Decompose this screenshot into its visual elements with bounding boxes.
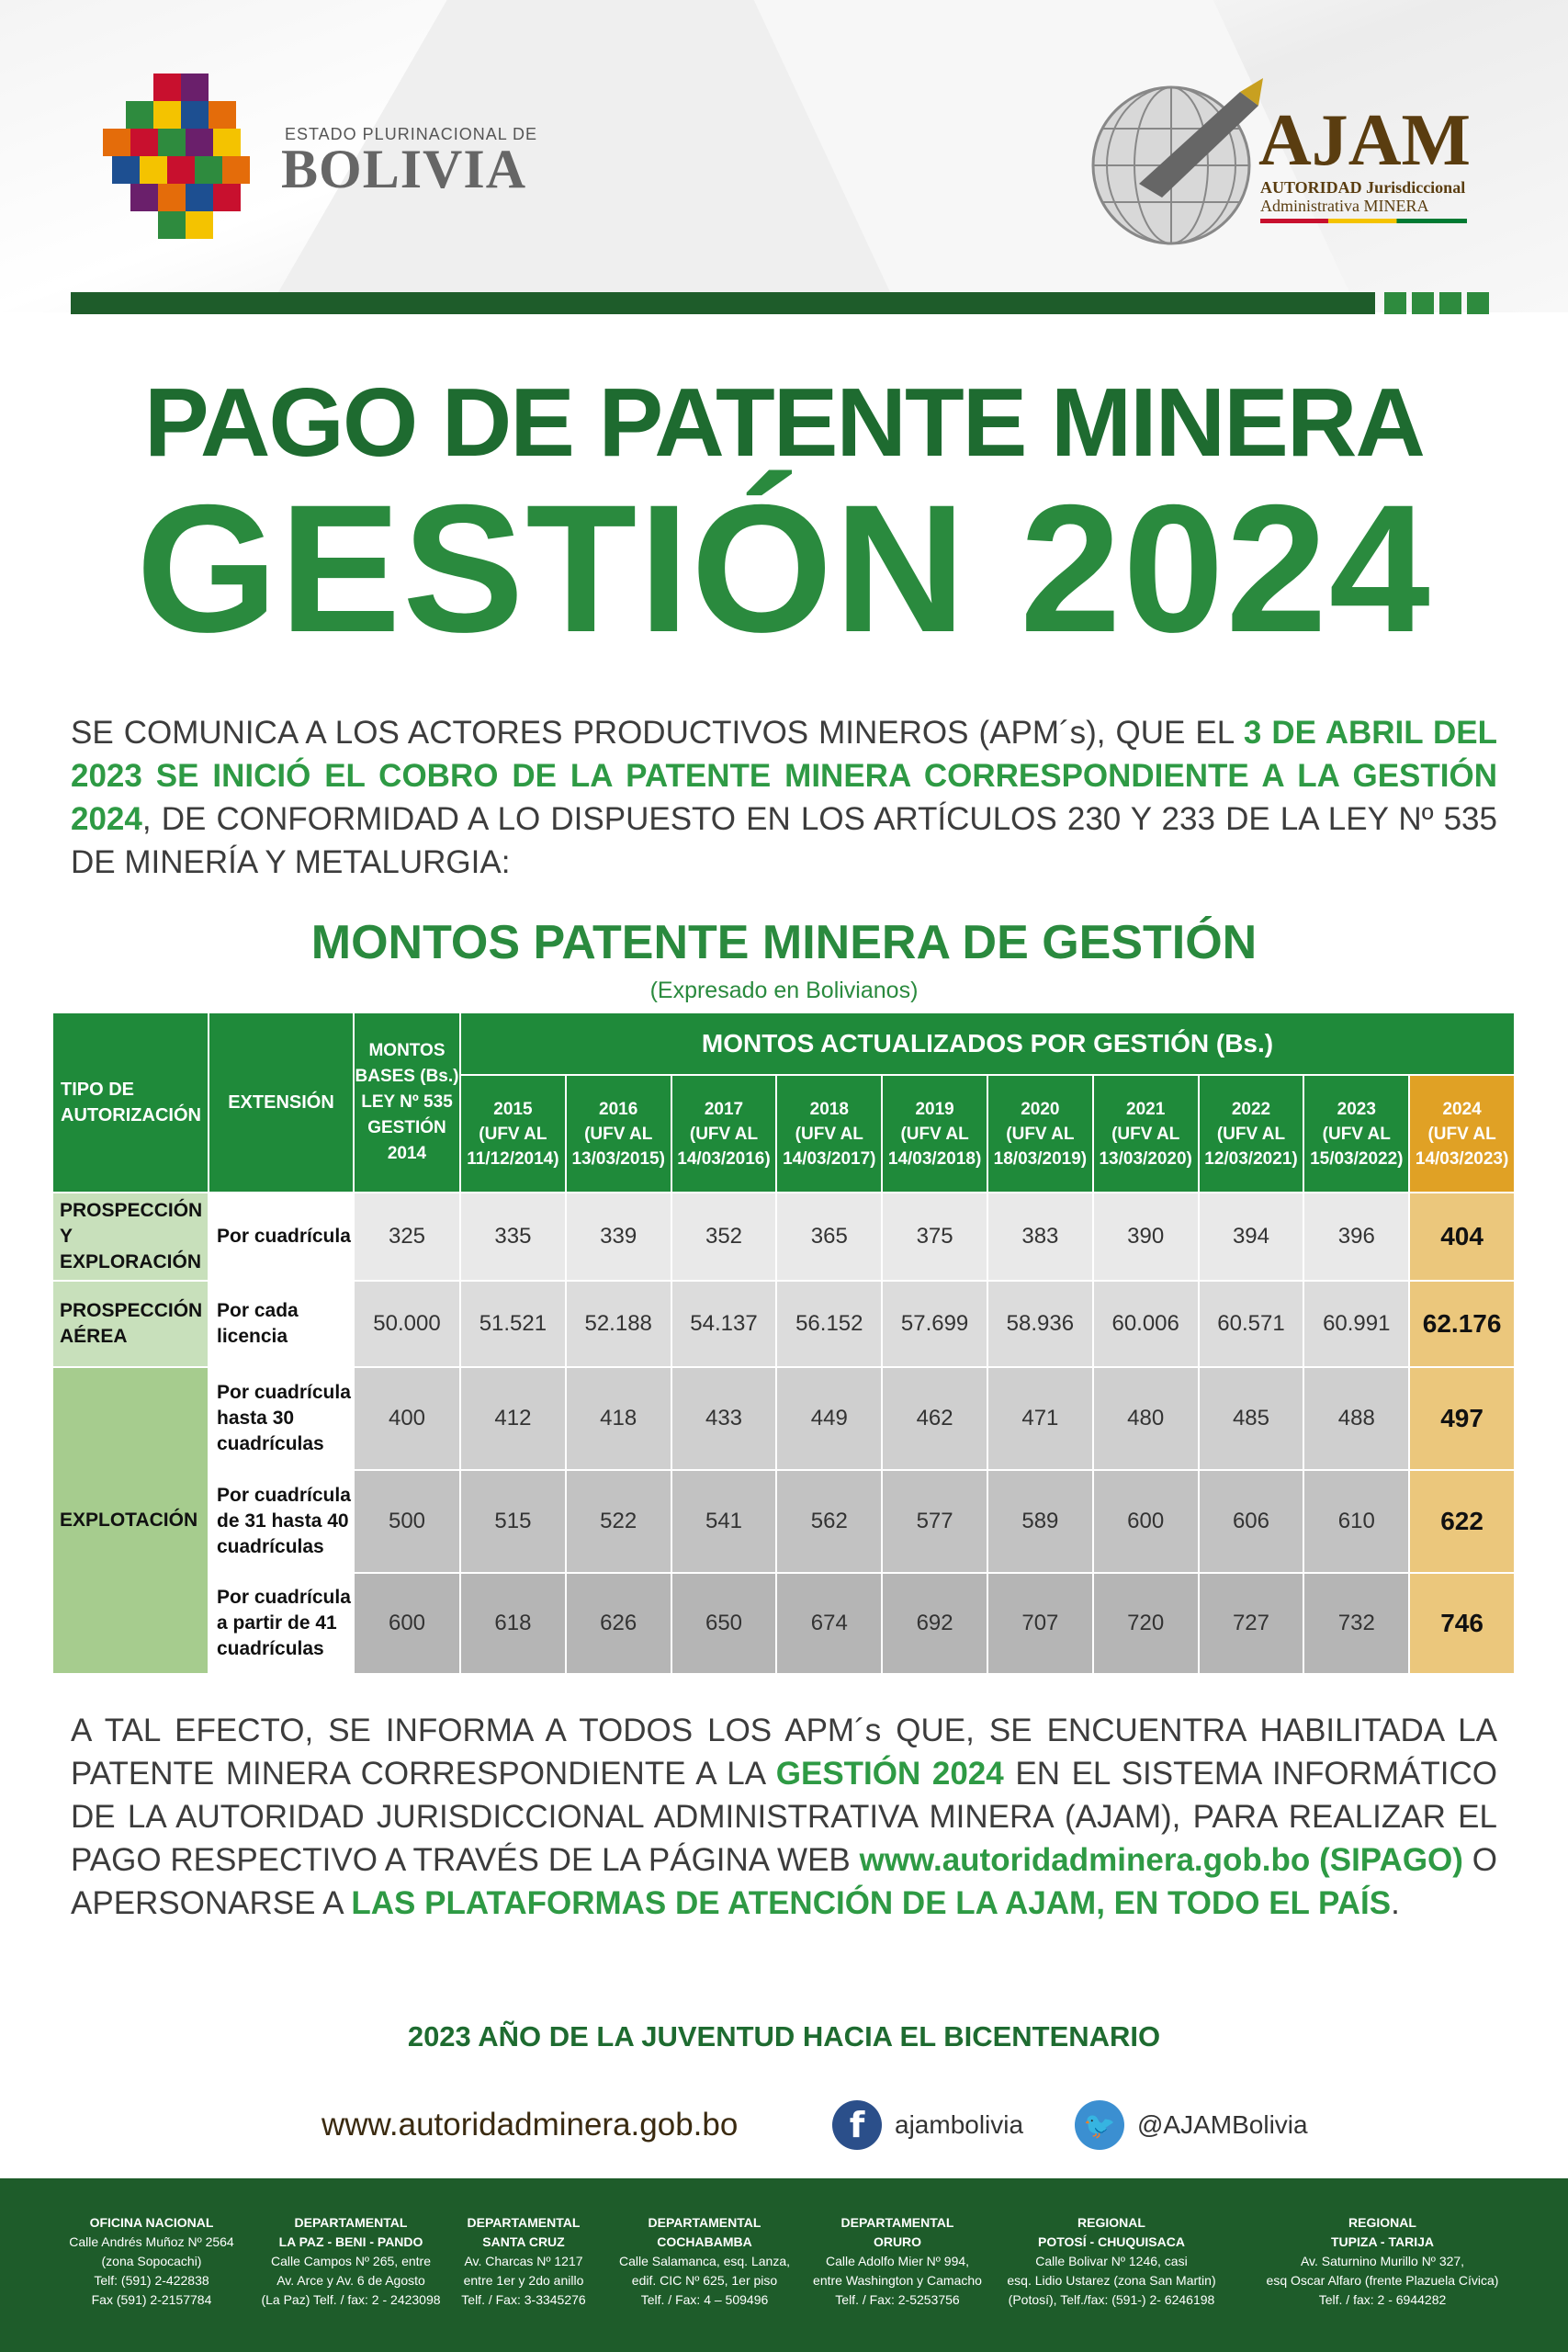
office-line: entre 1er y 2do anillo bbox=[463, 2273, 584, 2288]
base-amount-cell: 325 bbox=[354, 1193, 460, 1281]
header-band-square bbox=[1467, 292, 1489, 314]
patent-table bbox=[51, 1012, 1516, 1675]
amount-cell: 57.699 bbox=[882, 1281, 987, 1367]
year-header bbox=[671, 1075, 777, 1193]
amount-cell: 707 bbox=[987, 1573, 1093, 1674]
office-line: Av. Arce y Av. 6 de Agosto bbox=[276, 2273, 425, 2288]
amount-cell: 692 bbox=[882, 1573, 987, 1674]
amount-cell: 720 bbox=[1093, 1573, 1199, 1674]
amount-cell: 352 bbox=[671, 1193, 777, 1281]
year-header-date: 18/03/2019) bbox=[993, 1148, 1088, 1169]
year-header-date: 11/12/2014) bbox=[467, 1148, 559, 1169]
amount-2024-cell: 497 bbox=[1409, 1367, 1515, 1470]
amount-cell: 618 bbox=[460, 1573, 566, 1674]
year-header-date: 14/03/2023) bbox=[1415, 1148, 1509, 1169]
office-heading: POTOSÍ - CHUQUISACA bbox=[1038, 2234, 1185, 2249]
office-heading: OFICINA NACIONAL bbox=[89, 2215, 214, 2230]
amount-cell: 418 bbox=[566, 1367, 671, 1470]
amount-cell: 375 bbox=[882, 1193, 987, 1281]
ajam-subtitle-2: Administrativa MINERA bbox=[1260, 197, 1429, 215]
year-header-ufv: (UFV AL bbox=[900, 1124, 969, 1144]
office-heading: DEPARTAMENTAL bbox=[648, 2215, 761, 2230]
intro-text: SE COMUNICA A LOS ACTORES PRODUCTIVOS MINEROS (APM´s), QUE EL bbox=[71, 715, 1244, 751]
year-header-ufv: (UFV AL bbox=[1322, 1124, 1391, 1144]
website-link[interactable]: www.autoridadminera.gob.bo (SIPAGO) bbox=[859, 1842, 1463, 1878]
amount-cell: 610 bbox=[1303, 1470, 1409, 1573]
intro-highlight: 3 DE ABRIL DEL 2023 SE INICIÓ EL COBRO DE LA PATENTE MINERA CORRESPONDIENTE A LA GESTIÓN 2024 bbox=[71, 715, 1497, 837]
office-address bbox=[432, 2213, 615, 2310]
office-heading: SANTA CRUZ bbox=[482, 2234, 565, 2249]
year-header-date: 14/03/2016) bbox=[677, 1148, 771, 1169]
amount-cell: 727 bbox=[1199, 1573, 1304, 1674]
website-text: www.autoridadminera.gob.bo bbox=[321, 2107, 739, 2143]
office-line: entre Washington y Camacho bbox=[813, 2273, 982, 2288]
year-header-ufv: (UFV AL bbox=[1006, 1124, 1075, 1144]
amount-cell: 515 bbox=[460, 1470, 566, 1573]
amount-cell: 589 bbox=[987, 1470, 1093, 1573]
office-heading: REGIONAL bbox=[1348, 2215, 1416, 2230]
amount-2024-cell: 746 bbox=[1409, 1573, 1515, 1674]
year-header-year: 2016 bbox=[599, 1099, 638, 1119]
office-line: Telf. / Fax: 3-3345276 bbox=[461, 2292, 586, 2307]
office-line: esq Oscar Alfaro (frente Plazuela Cívica) bbox=[1266, 2273, 1499, 2288]
table-row bbox=[52, 1470, 1515, 1573]
year-header bbox=[776, 1075, 882, 1193]
ajam-globe-icon bbox=[1084, 74, 1268, 248]
amount-cell: 339 bbox=[566, 1193, 671, 1281]
year-header-date: 13/03/2015) bbox=[571, 1148, 665, 1169]
year-header-ufv: (UFV AL bbox=[584, 1124, 653, 1144]
amount-cell: 365 bbox=[776, 1193, 882, 1281]
amount-2024-cell: 62.176 bbox=[1409, 1281, 1515, 1367]
base-amount-cell: 400 bbox=[354, 1367, 460, 1470]
office-heading: REGIONAL bbox=[1077, 2215, 1145, 2230]
year-header-year: 2022 bbox=[1231, 1099, 1271, 1119]
amount-cell: 60.006 bbox=[1093, 1281, 1199, 1367]
table-subtitle: (Expresado en Bolivianos) bbox=[649, 978, 919, 1003]
amount-cell: 390 bbox=[1093, 1193, 1199, 1281]
amount-cell: 56.152 bbox=[776, 1281, 882, 1367]
amount-cell: 562 bbox=[776, 1470, 882, 1573]
amount-cell: 471 bbox=[987, 1367, 1093, 1470]
amount-cell: 51.521 bbox=[460, 1281, 566, 1367]
outro-text: A TAL EFECTO, SE INFORMA A TODOS LOS APM´s QUE, SE ENCUENTRA HABILITADA LA PATENTE MINERA CORRESPONDIENTE A LA bbox=[71, 1713, 1497, 1792]
bolivia-title: BOLIVIA bbox=[281, 139, 527, 199]
base-amount-cell: 600 bbox=[354, 1573, 460, 1674]
table-row bbox=[52, 1281, 1515, 1367]
year-header bbox=[566, 1075, 671, 1193]
amount-cell: 396 bbox=[1303, 1193, 1409, 1281]
year-header bbox=[987, 1075, 1093, 1193]
header-updated: MONTOS ACTUALIZADOS POR GESTIÓN (Bs.) bbox=[460, 1012, 1515, 1075]
base-amount-cell: 50.000 bbox=[354, 1281, 460, 1367]
year-header-ufv: (UFV AL bbox=[1111, 1124, 1180, 1144]
table-row bbox=[52, 1193, 1515, 1281]
year-header-year: 2017 bbox=[704, 1099, 744, 1119]
office-line: Telf: (591) 2-422838 bbox=[94, 2273, 209, 2288]
table-row bbox=[52, 1573, 1515, 1674]
amount-cell: 462 bbox=[882, 1367, 987, 1470]
extension-cell: Por cuadrícula a partir de 41 cuadrículas bbox=[209, 1573, 354, 1674]
outro-highlight: LAS PLATAFORMAS DE ATENCIÓN DE LA AJAM, EN TODO EL PAÍS bbox=[351, 1885, 1392, 1921]
year-header-ufv: (UFV AL bbox=[1427, 1124, 1496, 1144]
bolivia-subtitle: ESTADO PLURINACIONAL DE bbox=[285, 125, 538, 143]
year-header bbox=[1303, 1075, 1409, 1193]
amount-cell: 732 bbox=[1303, 1573, 1409, 1674]
intro-text: , DE CONFORMIDAD A LO DISPUESTO EN LOS ARTÍCULOS 230 Y 233 DE LA LEY Nº 535 DE MINERÍA Y METALURGIA: bbox=[71, 801, 1497, 880]
office-line: Calle Andrés Muñoz Nº 2564 bbox=[69, 2234, 234, 2249]
table-body bbox=[52, 1193, 1515, 1674]
header-type: TIPO DE AUTORIZACIÓN bbox=[52, 1012, 209, 1193]
office-line: Telf. / fax: 2 - 6944282 bbox=[1318, 2292, 1447, 2307]
amount-cell: 650 bbox=[671, 1573, 777, 1674]
amount-cell: 606 bbox=[1199, 1470, 1304, 1573]
office-heading: LA PAZ - BENI - PANDO bbox=[278, 2234, 423, 2249]
amount-cell: 52.188 bbox=[566, 1281, 671, 1367]
header-base: MONTOS BASES (Bs.) LEY Nº 535 GESTIÓN 2014 bbox=[354, 1012, 460, 1193]
year-header bbox=[460, 1075, 566, 1193]
footer-website-link[interactable] bbox=[321, 2099, 738, 2151]
amount-cell: 674 bbox=[776, 1573, 882, 1674]
office-address bbox=[1258, 2213, 1506, 2310]
year-header bbox=[882, 1075, 987, 1193]
intro-paragraph bbox=[71, 711, 1497, 884]
office-line: Calle Campos Nº 265, entre bbox=[271, 2254, 431, 2268]
authorization-type: PROSPECCIÓN Y EXPLORACIÓN bbox=[52, 1193, 209, 1281]
office-heading: TUPIZA - TARIJA bbox=[1331, 2234, 1434, 2249]
amount-cell: 541 bbox=[671, 1470, 777, 1573]
amount-2024-cell: 622 bbox=[1409, 1470, 1515, 1573]
year-header-year: 2019 bbox=[915, 1099, 954, 1119]
bolivia-emblem-icon bbox=[103, 74, 259, 239]
amount-cell: 522 bbox=[566, 1470, 671, 1573]
header bbox=[0, 0, 1568, 312]
extension-cell: Por cuadrícula hasta 30 cuadrículas bbox=[209, 1367, 354, 1470]
office-line: (Potosí), Telf./fax: (591-) 2- 6246198 bbox=[1008, 2292, 1215, 2307]
header-band-square bbox=[1384, 292, 1406, 314]
main-title-year: GESTIÓN 2024 bbox=[136, 467, 1432, 670]
year-header-date: 13/03/2020) bbox=[1099, 1148, 1192, 1169]
amount-2024-cell: 404 bbox=[1409, 1193, 1515, 1281]
amount-cell: 600 bbox=[1093, 1470, 1199, 1573]
header-band-square bbox=[1439, 292, 1461, 314]
office-line: Telf. / Fax: 2-5253756 bbox=[835, 2292, 960, 2307]
outro-paragraph bbox=[71, 1709, 1497, 1925]
office-address bbox=[259, 2213, 443, 2310]
office-line: Calle Bolivar Nº 1246, casi bbox=[1035, 2254, 1188, 2268]
extension-cell: Por cuadrícula de 31 hasta 40 cuadrículas bbox=[209, 1470, 354, 1573]
office-line: (zona Sopocachi) bbox=[101, 2254, 202, 2268]
amount-cell: 60.991 bbox=[1303, 1281, 1409, 1367]
bolivia-flag-stripe bbox=[1260, 219, 1467, 223]
amount-cell: 480 bbox=[1093, 1367, 1199, 1470]
office-address bbox=[801, 2213, 994, 2310]
office-heading: DEPARTAMENTAL bbox=[840, 2215, 954, 2230]
office-heading: DEPARTAMENTAL bbox=[294, 2215, 408, 2230]
year-header-year: 2020 bbox=[1021, 1099, 1060, 1119]
amount-cell: 383 bbox=[987, 1193, 1093, 1281]
office-line: Calle Adolfo Mier Nº 994, bbox=[825, 2254, 970, 2268]
amount-cell: 433 bbox=[671, 1367, 777, 1470]
year-header bbox=[1409, 1075, 1515, 1193]
amount-cell: 626 bbox=[566, 1573, 671, 1674]
main-title: PAGO DE PATENTE MINERA bbox=[144, 368, 1424, 477]
facebook-link[interactable] bbox=[832, 2099, 1023, 2151]
office-heading: ORURO bbox=[873, 2234, 922, 2249]
authorization-type: EXPLOTACIÓN bbox=[52, 1367, 209, 1674]
extension-cell: Por cada licencia bbox=[209, 1281, 354, 1367]
twitter-handle: @AJAMBolivia bbox=[1137, 2110, 1308, 2139]
amount-cell: 412 bbox=[460, 1367, 566, 1470]
year-header bbox=[1093, 1075, 1199, 1193]
outro-text: O APERSONARSE A bbox=[71, 1842, 1497, 1921]
outro-text: EN EL SISTEMA INFORMÁTICO DE LA AUTORIDAD JURISDICCIONAL ADMINISTRATIVA MINERA (AJAM), PARA REALIZAR EL PAGO RESPECTIVO A TRAVÉS DE LA PÁGINA WEB bbox=[71, 1756, 1498, 1878]
twitter-icon: 🐦 bbox=[1075, 2100, 1124, 2150]
office-heading: DEPARTAMENTAL bbox=[467, 2215, 581, 2230]
header-extension: EXTENSIÓN bbox=[209, 1012, 354, 1193]
office-address bbox=[1001, 2213, 1222, 2310]
facebook-icon: f bbox=[832, 2100, 882, 2150]
amount-cell: 60.571 bbox=[1199, 1281, 1304, 1367]
footer bbox=[0, 2178, 1568, 2352]
header-green-band bbox=[71, 292, 1375, 314]
office-heading: COCHABAMBA bbox=[657, 2234, 752, 2249]
outro-text: . bbox=[1391, 1885, 1400, 1921]
header-band-square bbox=[1412, 292, 1434, 314]
year-header-year: 2023 bbox=[1337, 1099, 1376, 1119]
office-line: edif. CIC Nº 625, 1er piso bbox=[631, 2273, 778, 2288]
office-line: esq. Lidio Ustarez (zona San Martin) bbox=[1007, 2273, 1216, 2288]
year-header-ufv: (UFV AL bbox=[479, 1124, 547, 1144]
year-header-ufv: (UFV AL bbox=[689, 1124, 759, 1144]
ajam-subtitle-1: AUTORIDAD Jurisdiccional bbox=[1260, 178, 1466, 197]
amount-cell: 394 bbox=[1199, 1193, 1304, 1281]
amount-cell: 488 bbox=[1303, 1367, 1409, 1470]
amount-cell: 577 bbox=[882, 1470, 987, 1573]
office-line: (La Paz) Telf. / fax: 2 - 2423098 bbox=[261, 2292, 441, 2307]
office-line: Av. Charcas Nº 1217 bbox=[464, 2254, 583, 2268]
year-header-date: 14/03/2018) bbox=[887, 1148, 982, 1169]
twitter-link[interactable] bbox=[1075, 2099, 1308, 2151]
amount-cell: 449 bbox=[776, 1367, 882, 1470]
extension-cell: Por cuadrícula bbox=[209, 1193, 354, 1281]
amount-cell: 485 bbox=[1199, 1367, 1304, 1470]
amount-cell: 54.137 bbox=[671, 1281, 777, 1367]
amount-cell: 335 bbox=[460, 1193, 566, 1281]
office-address bbox=[608, 2213, 801, 2310]
office-line: Telf. / Fax: 4 – 509496 bbox=[640, 2292, 769, 2307]
office-line: Av. Saturnino Murillo Nº 327, bbox=[1300, 2254, 1465, 2268]
year-header-ufv: (UFV AL bbox=[1216, 1124, 1286, 1144]
year-header-date: 12/03/2021) bbox=[1204, 1148, 1298, 1169]
office-line: Calle Salamanca, esq. Lanza, bbox=[619, 2254, 790, 2268]
table-title: MONTOS PATENTE MINERA DE GESTIÓN bbox=[310, 916, 1258, 969]
year-header-date: 15/03/2022) bbox=[1310, 1148, 1404, 1169]
year-header-year: 2015 bbox=[493, 1099, 533, 1119]
year-header-ufv: (UFV AL bbox=[795, 1124, 863, 1144]
year-header-year: 2018 bbox=[809, 1099, 849, 1119]
outro-highlight: GESTIÓN 2024 bbox=[775, 1756, 1004, 1792]
authorization-type: PROSPECCIÓN AÉREA bbox=[52, 1281, 209, 1367]
ajam-title: AJAM bbox=[1258, 100, 1472, 181]
year-header-date: 14/03/2017) bbox=[783, 1148, 876, 1169]
office-line: Fax (591) 2-2157784 bbox=[91, 2292, 212, 2307]
motto: 2023 AÑO DE LA JUVENTUD HACIA EL BICENTENARIO bbox=[407, 2020, 1161, 2052]
year-header-year: 2024 bbox=[1442, 1099, 1482, 1119]
year-header-year: 2021 bbox=[1126, 1099, 1166, 1119]
amount-cell: 58.936 bbox=[987, 1281, 1093, 1367]
facebook-handle: ajambolivia bbox=[895, 2110, 1024, 2139]
base-amount-cell: 500 bbox=[354, 1470, 460, 1573]
table-row bbox=[52, 1367, 1515, 1470]
office-address bbox=[64, 2213, 239, 2310]
year-header bbox=[1199, 1075, 1304, 1193]
